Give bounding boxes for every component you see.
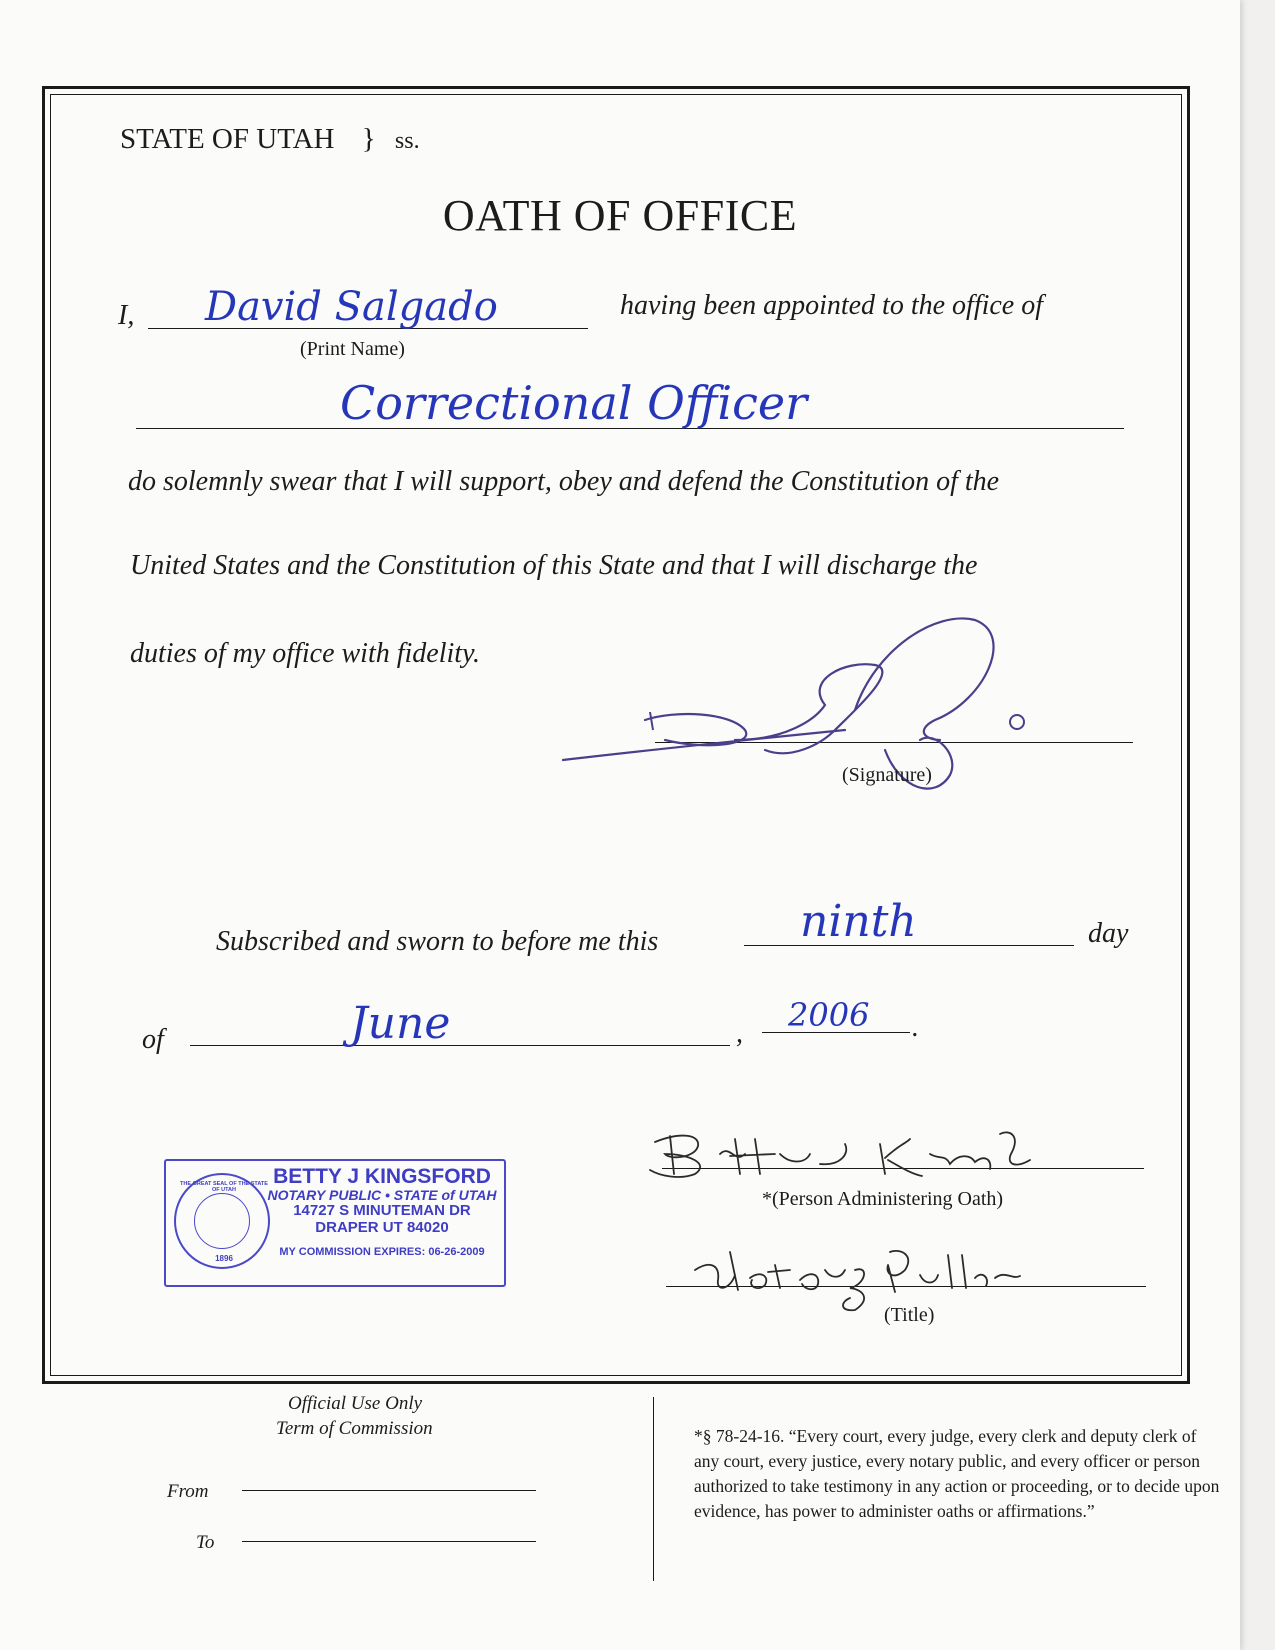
seal-year: 1896 [215, 1254, 233, 1263]
title-handwriting-icon [690, 1240, 1040, 1318]
comma: , [736, 1018, 743, 1049]
from-label: From [167, 1481, 209, 1502]
period: . [912, 1012, 919, 1043]
oath-body-line-1: do solemnly swear that I will support, obey and defend the Constitution of the [128, 466, 1000, 497]
brace: } [361, 123, 376, 155]
footer-divider [653, 1397, 654, 1581]
oath-body-line-2: United States and the Constitution of this State and that I will discharge the [130, 550, 978, 581]
to-label: To [196, 1532, 215, 1553]
notary-address-2: DRAPER UT 84020 [315, 1218, 449, 1236]
subscribed-text: Subscribed and sworn to before me this [216, 926, 659, 957]
ss-label: ss. [394, 128, 420, 154]
notary-address-1: 14727 S MINUTEMAN DR [293, 1202, 471, 1220]
statute-note: *§ 78-24-16. “Every court, every judge, every clerk and deputy clerk of any court, every justice, every notary public, and every officer or person authorized to take testimony in any action or proceeding, or to decide upon evidence, has power to administer oaths or affirmations.” [694, 1426, 1220, 1521]
day-handwritten: ninth [800, 896, 917, 947]
seal-center [194, 1193, 250, 1249]
notary-stamp [164, 1159, 506, 1287]
notary-name: BETTY J KINGSFORD [273, 1165, 491, 1188]
name-handwritten: David Salgado [205, 284, 498, 330]
seal-ring-text: THE GREAT SEAL OF THE STATE OF UTAH [180, 1181, 268, 1193]
administrator-signature-icon [640, 1124, 1060, 1184]
year-handwritten: 2006 [788, 996, 870, 1034]
of-word: of [142, 1024, 164, 1055]
month-line [190, 1045, 730, 1046]
day-word: day [1088, 918, 1129, 949]
administrator-label: *(Person Administering Oath) [762, 1188, 1004, 1210]
state-seal-icon [174, 1173, 270, 1269]
print-name-label: (Print Name) [300, 338, 405, 360]
term-label: Term of Commission [276, 1418, 433, 1439]
commission-expiry: MY COMMISSION EXPIRES: 06-26-2009 [279, 1246, 485, 1259]
oath-body-line-3: duties of my office with fidelity. [130, 638, 480, 669]
i-prefix: I, [118, 300, 135, 331]
from-line [242, 1490, 536, 1491]
official-use-label: Official Use Only [288, 1393, 423, 1414]
state-line [120, 123, 420, 156]
title-label: (Title) [884, 1304, 935, 1326]
page-title: OATH OF OFFICE [442, 191, 798, 240]
state-name: STATE OF UTAH [120, 123, 335, 155]
office-handwritten: Correctional Officer [340, 376, 808, 430]
to-line [242, 1541, 536, 1542]
month-handwritten: June [350, 998, 451, 1049]
officer-signature-icon [555, 590, 1055, 810]
notary-state: NOTARY PUBLIC • STATE of UTAH [267, 1187, 497, 1204]
signature-label: (Signature) [842, 764, 932, 786]
appointed-text: having been appointed to the office of [620, 290, 1044, 321]
